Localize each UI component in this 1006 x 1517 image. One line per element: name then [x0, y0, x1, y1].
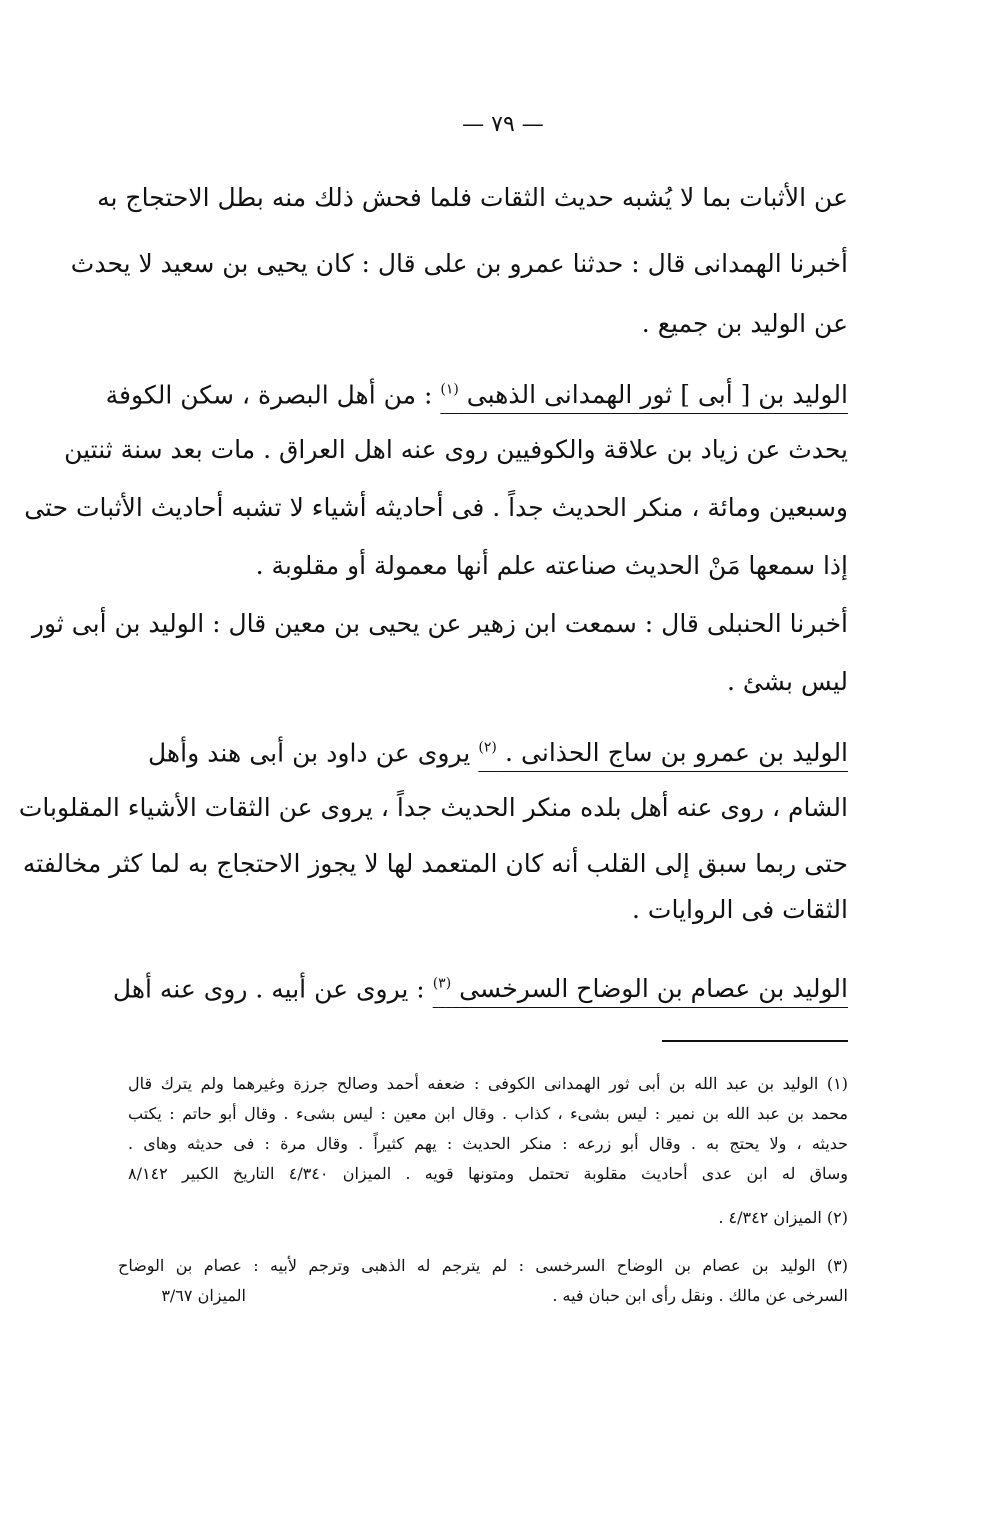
- page-number: — ٧٩ —: [462, 112, 544, 137]
- footnote-separator: [662, 1040, 848, 1042]
- entry-heading: [478, 738, 848, 767]
- entry-heading-line: [105, 372, 848, 413]
- body-line: الشام ، روى عنه أهل بلده منكر الحديث جداً ، يروى عن الثقات الأشياء المقلوبات: [18, 793, 848, 822]
- footnote-ref: (٢): [478, 740, 497, 756]
- footnote-line: (٣) الوليد بن عصام بن الوضاح السرخسى : لم يترجم له الذهبى وترجم لأبيه : عصام بن الوضاح: [118, 1256, 848, 1275]
- body-line: أخبرنا الهمدانى قال : حدثنا عمرو بن على قال : كان يحيى بن سعيد لا يحدث: [70, 249, 848, 278]
- footnote-line: (٢) الميزان ٤/٣٤٢ .: [718, 1208, 848, 1227]
- body-line: حتى ربما سبق إلى القلب أنه كان المتعمد لها لا يجوز الاحتجاج به لما كثر مخالفته: [22, 849, 848, 878]
- body-line: أخبرنا الحنبلى قال : سمعت ابن زهير عن يحيى بن معين قال : الوليد بن أبى ثور: [31, 609, 848, 638]
- entry-heading-line: [148, 730, 848, 771]
- footnote-line: وساق له ابن عدى أحاديث مقلوبة تحتمل ومتونها قويه . الميزان ٤/٣٤٠ التاريخ الكبير ٨/١٤٢: [128, 1164, 848, 1183]
- entry-heading-rest: يروى عن داود بن أبى هند وأهل: [148, 738, 471, 768]
- entry-heading: [433, 974, 848, 1003]
- footnote-ref: (٣): [432, 976, 452, 992]
- footnote-line: السرخى عن مالك . ونقل رأى ابن حبان فيه .: [552, 1286, 848, 1305]
- footnote-ref-source: الميزان ٣/٦٧: [161, 1286, 246, 1305]
- entry-heading-rest: : من أهل البصرة ، سكن الكوفة: [105, 380, 433, 410]
- footnote-line: محمد بن عبد الله بن نمير : ليس بشىء ، كذاب . وقال ابن معين : ليس بشىء . وقال أبو حاتم : يكتب: [128, 1104, 848, 1123]
- body-line: عن الأثبات بما لا يُشبه حديث الثقات فلما فحش ذلك منه بطل الاحتجاج به: [97, 183, 848, 212]
- entry-heading-text: الوليد بن [ أبى ] ثور الهمدانى الذهبى: [466, 380, 848, 410]
- body-line: يحدث عن زياد بن علاقة والكوفيين روى عنه اهل العراق . مات بعد سنة ثنتين: [64, 435, 848, 464]
- footnote-line: (١) الوليد بن عبد الله بن أبى ثور الهمدانى الكوفى : ضعفه أحمد وصالح جرزة وغيرهما ولم يترك قال: [128, 1074, 849, 1093]
- entry-heading-line: [112, 966, 848, 1007]
- body-line: وسبعين ومائة ، منكر الحديث جداً . فى أحاديثه أشياء لا تشبه أحاديث الأثبات حتى: [24, 493, 848, 522]
- entry-heading: [440, 380, 848, 409]
- entry-heading-rest: : يروى عن أبيه . روى عنه أهل: [112, 974, 425, 1004]
- body-line: إذا سمعها مَنْ الحديث صناعته علم أنها معمولة أو مقلوبة .: [255, 551, 848, 580]
- entry-heading-text: الوليد بن عصام بن الوضاح السرخسى: [459, 974, 848, 1004]
- body-line: عن الوليد بن جميع .: [641, 309, 848, 338]
- footnote-ref: (١): [440, 382, 459, 398]
- footnote-line: حديثه ، ولا يحتج به . وقال أبو زرعه : منكر الحديث : يهم كثيراً . وقال مرة : فى حديثه وهاى .: [128, 1134, 849, 1153]
- body-line: الثقات فى الروايات .: [632, 895, 848, 924]
- body-line: ليس بشئ .: [727, 667, 848, 696]
- entry-heading-text: الوليد بن عمرو بن ساج الحذانى .: [504, 738, 849, 768]
